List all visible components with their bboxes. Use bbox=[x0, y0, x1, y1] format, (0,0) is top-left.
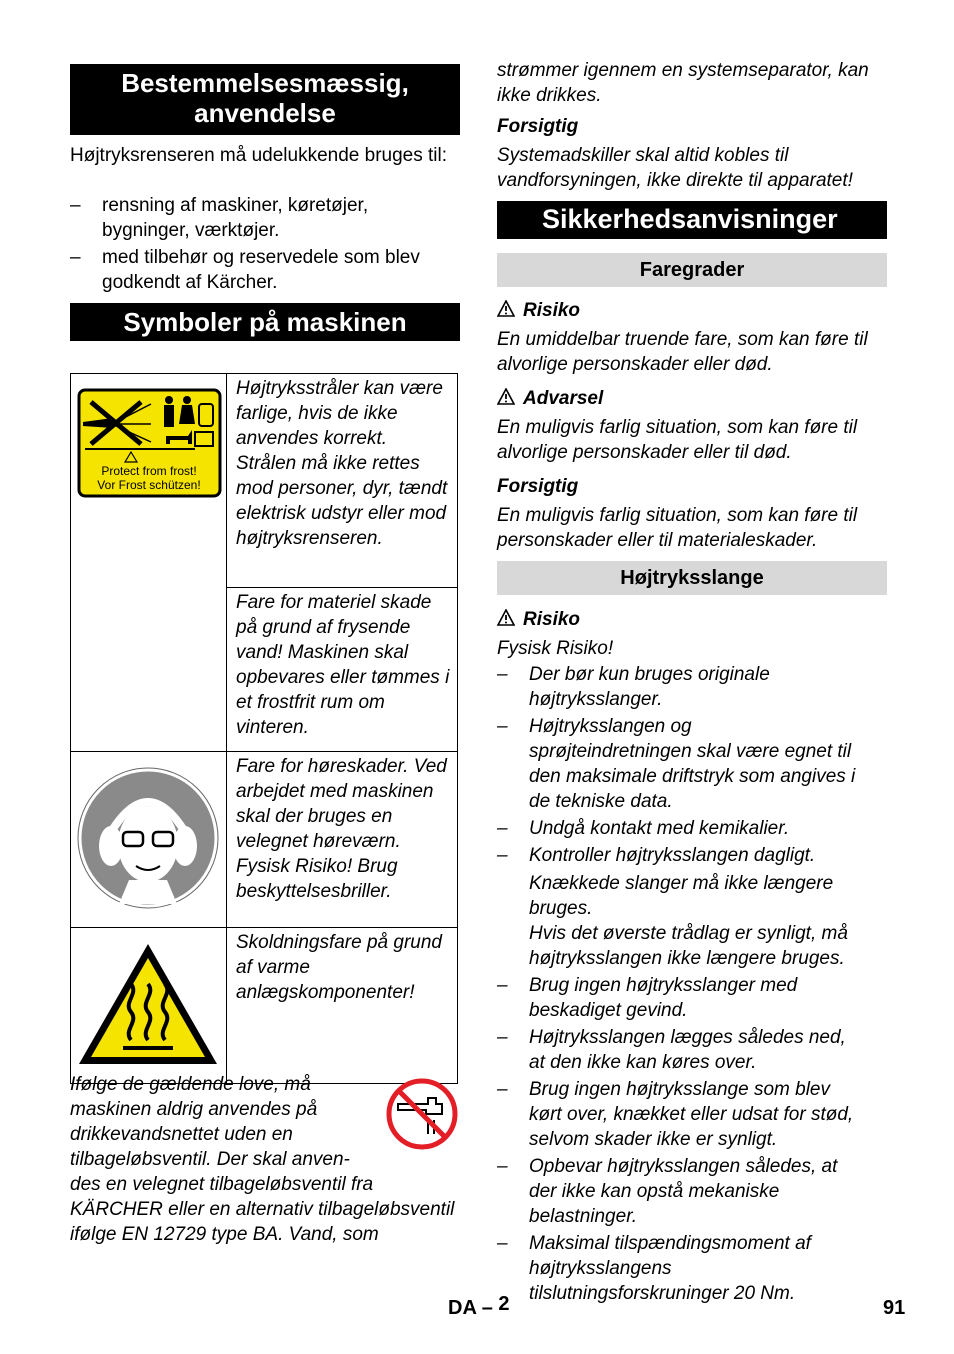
hearing-eye-protection-icon bbox=[71, 752, 226, 920]
heading-safety: Sikkerhedsanvisninger bbox=[497, 201, 887, 239]
subheading-hose: Højtryksslange bbox=[497, 561, 887, 595]
hose-extra: Hvis det øverste trådlag er synligt, må højtryksslangen ikke længere bruges. bbox=[529, 923, 848, 969]
uses-list bbox=[70, 193, 455, 295]
symbols-table bbox=[70, 373, 458, 1084]
warning-label: Advarsel bbox=[497, 386, 887, 411]
risk2-label: Risiko bbox=[497, 607, 887, 632]
symbol-cell bbox=[71, 374, 227, 752]
continued-text: strømmer igennem en systemseparator, kan ikke drikkes. bbox=[497, 60, 869, 106]
list-item: – Brug ingen højtryksslanger med beskadiget gevind. bbox=[497, 975, 798, 1021]
list-item: – med tilbehør og reservedele som blev godkendt af Kärcher. bbox=[70, 247, 420, 293]
frost-label-de: Vor Frost schützen! bbox=[97, 478, 201, 492]
symbol-text: Fare for materiel skade på grund af frysende vand! Maskinen skal opbevares eller tømmes i et frostfrit rum om vinteren. bbox=[227, 588, 458, 752]
physical-risk: Fysisk Risiko! bbox=[497, 638, 614, 659]
list-item: – Højtryksslangen lægges således ned, at den ikke kan køres over. bbox=[497, 1027, 846, 1073]
heading-symbols: Symboler på maskinen bbox=[70, 303, 460, 341]
caution2-text: En muligvis farlig situation, som kan føre til personskader eller til materialeskader. bbox=[497, 505, 858, 551]
heading-intended-use: Bestemmelsesmæssig, anvendelse bbox=[70, 64, 460, 135]
high-pressure-warning-icon bbox=[71, 374, 226, 509]
caution-text: Systemadskiller skal altid kobles til vandforsyningen, ikke direkte til apparatet! bbox=[497, 145, 853, 191]
caution2-label: Forsigtig bbox=[497, 476, 579, 497]
water-note: Ifølge de gældende love, må maskinen aldrig anvendes på drikkevandsnettet uden en tilbageløbsventil. Der skal anven- des en velegnet tilbageløbsventil fra KÄRCHER eller en alternativ tilbageløbsventil ifølge EN 12729 type BA. Vand, som bbox=[70, 1074, 455, 1245]
warning-triangle-icon bbox=[497, 388, 515, 405]
caution-label: Forsigtig bbox=[497, 116, 579, 137]
hose-extra: Knækkede slanger må ikke længere bruges. bbox=[529, 873, 834, 919]
list-item: – Højtryksslangen og sprøjteindretningen skal være egnet til den maksimale driftstryk som angives i de tekniske data. bbox=[497, 716, 856, 812]
list-item: – rensning af maskiner, køretøjer, bygninger, værktøjer. bbox=[70, 195, 369, 241]
no-drinking-water-icon bbox=[384, 1076, 460, 1152]
page-number: 91 bbox=[883, 1297, 906, 1319]
frost-label-en: Protect from frost! bbox=[101, 464, 197, 478]
warning-text: En muligvis farlig situation, som kan føre til alvorlige personskader eller til død. bbox=[497, 417, 858, 463]
risk-text: En umiddelbar truende fare, som kan føre til alvorlige personskader eller død. bbox=[497, 329, 868, 375]
symbol-text: Højtryksstråler kan være farlige, hvis de ikke anvendes korrekt. Strålen må ikke rettes mod personer, dyr, tændt elektrisk udstyr eller mod højtryksrenseren. bbox=[227, 374, 458, 588]
intro-text: Højtryksrenseren må udelukkende bruges til: bbox=[70, 145, 448, 166]
warning-triangle-icon bbox=[497, 609, 515, 626]
list-item: – Brug ingen højtryksslange som blev kørt over, knækket eller udsat for stød, selvom skader ikke er synligt. bbox=[497, 1079, 854, 1150]
warning-triangle-icon bbox=[497, 300, 515, 317]
list-item: – Opbevar højtryksslangen således, at der ikke kan opstå mekaniske belastninger. bbox=[497, 1156, 838, 1227]
subheading-hazard-levels: Faregrader bbox=[497, 253, 887, 287]
right-column bbox=[497, 58, 887, 1306]
symbol-cell bbox=[71, 752, 227, 928]
footer-section-label: DA – 2 bbox=[448, 1293, 510, 1319]
symbol-cell bbox=[71, 928, 227, 1084]
list-item: – Maksimal tilspændingsmoment af højtryksslangens tilslutningsforskruninger 20 Nm. bbox=[497, 1233, 811, 1304]
hot-surface-warning-icon bbox=[71, 928, 226, 1076]
risk-label: Risiko bbox=[497, 298, 887, 323]
list-item: – Kontroller højtryksslangen dagligt. bbox=[497, 845, 816, 866]
symbol-text: Fare for høreskader. Ved arbejdet med maskinen skal der bruges en velegnet høreværn. Fysisk Risiko! Brug beskyttelsesbriller. bbox=[227, 752, 458, 928]
symbol-text: Skoldningsfare på grund af varme anlægskomponenter! bbox=[227, 928, 458, 1084]
list-item: – Undgå kontakt med kemikalier. bbox=[497, 818, 790, 839]
list-item: – Der bør kun bruges originale højtryksslanger. bbox=[497, 664, 770, 710]
hose-list bbox=[497, 662, 857, 1306]
